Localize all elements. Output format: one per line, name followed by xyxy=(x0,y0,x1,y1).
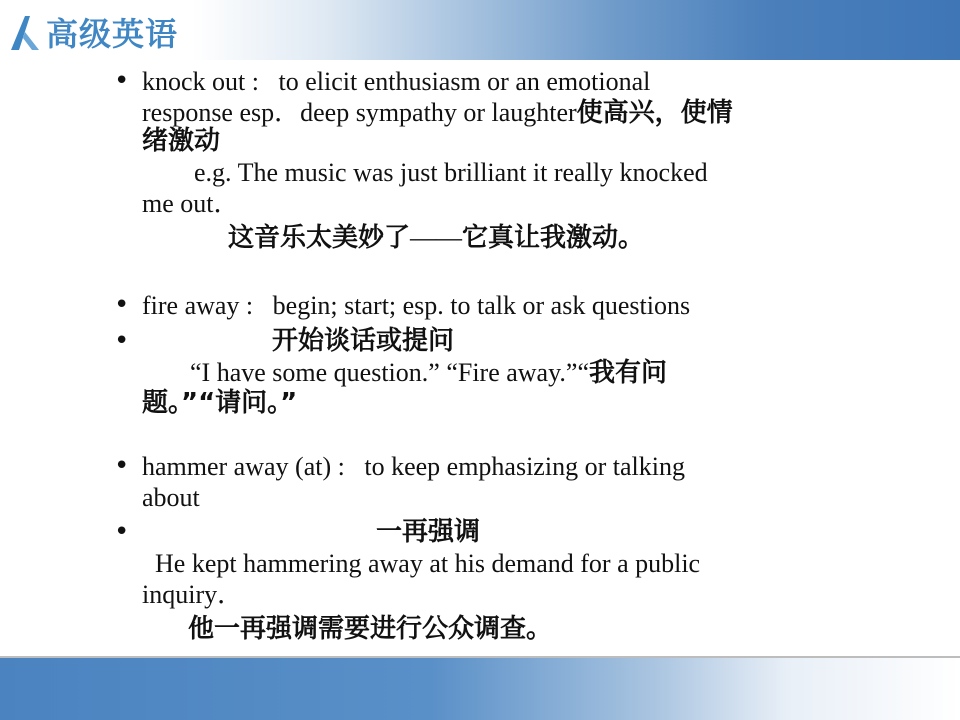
example-sentence: He kept hammering away at his demand for a public xyxy=(155,549,701,578)
definition-zh: 使高兴，使情 xyxy=(576,98,733,128)
translation-zh: 这音乐太美妙了 xyxy=(228,223,411,253)
definition-text: response esp．deep sympathy or laughter xyxy=(142,98,577,127)
example-en: I have some question.” “Fire away.”“ xyxy=(201,358,589,387)
bullet: • xyxy=(114,66,130,96)
bullet: • xyxy=(114,326,130,356)
bullet: • xyxy=(114,517,130,547)
example-sentence-continued: 题。”“请问。” xyxy=(142,388,298,418)
entry-knock-out-line2 xyxy=(142,97,733,129)
example-sentence xyxy=(190,357,667,389)
example-sentence-continued: me out． xyxy=(142,189,240,218)
logo-text: 高级英语 xyxy=(46,15,179,53)
example-translation xyxy=(228,222,644,254)
example-translation: 他一再强调需要进行公众调查。 xyxy=(188,614,553,644)
translation-dash: —— xyxy=(410,223,463,252)
term-knock-out: knock out : xyxy=(142,67,259,96)
definition-text: to keep emphasizing or talking xyxy=(364,452,685,481)
example-zh: 我有问 xyxy=(588,358,667,388)
meaning-zh: 一再强调 xyxy=(376,517,481,547)
definition-zh-continued: 绪激动 xyxy=(142,126,221,156)
entry-fire-away-line1 xyxy=(142,290,690,321)
bullet: • xyxy=(114,290,130,320)
term-hammer-away: hammer away (at) : xyxy=(142,452,345,481)
example-sentence: e.g. The music was just brilliant it really knocked xyxy=(194,158,708,187)
meaning-zh: 开始谈话或提问 xyxy=(272,326,455,356)
entry-knock-out-line1 xyxy=(142,66,650,97)
definition-continued: about xyxy=(142,483,200,512)
entry-hammer-away-line1 xyxy=(142,451,685,482)
definition-text: begin; start; esp. to talk or ask questions xyxy=(272,291,691,320)
translation-zh: 它真让我激动。 xyxy=(462,223,645,253)
bullet: • xyxy=(114,451,130,481)
definition-text: to elicit enthusiasm or an emotional xyxy=(278,67,651,96)
term-fire-away: fire away : xyxy=(142,291,254,320)
example-sentence-continued: inquiry． xyxy=(142,580,244,609)
open-quote: “ xyxy=(190,358,202,387)
